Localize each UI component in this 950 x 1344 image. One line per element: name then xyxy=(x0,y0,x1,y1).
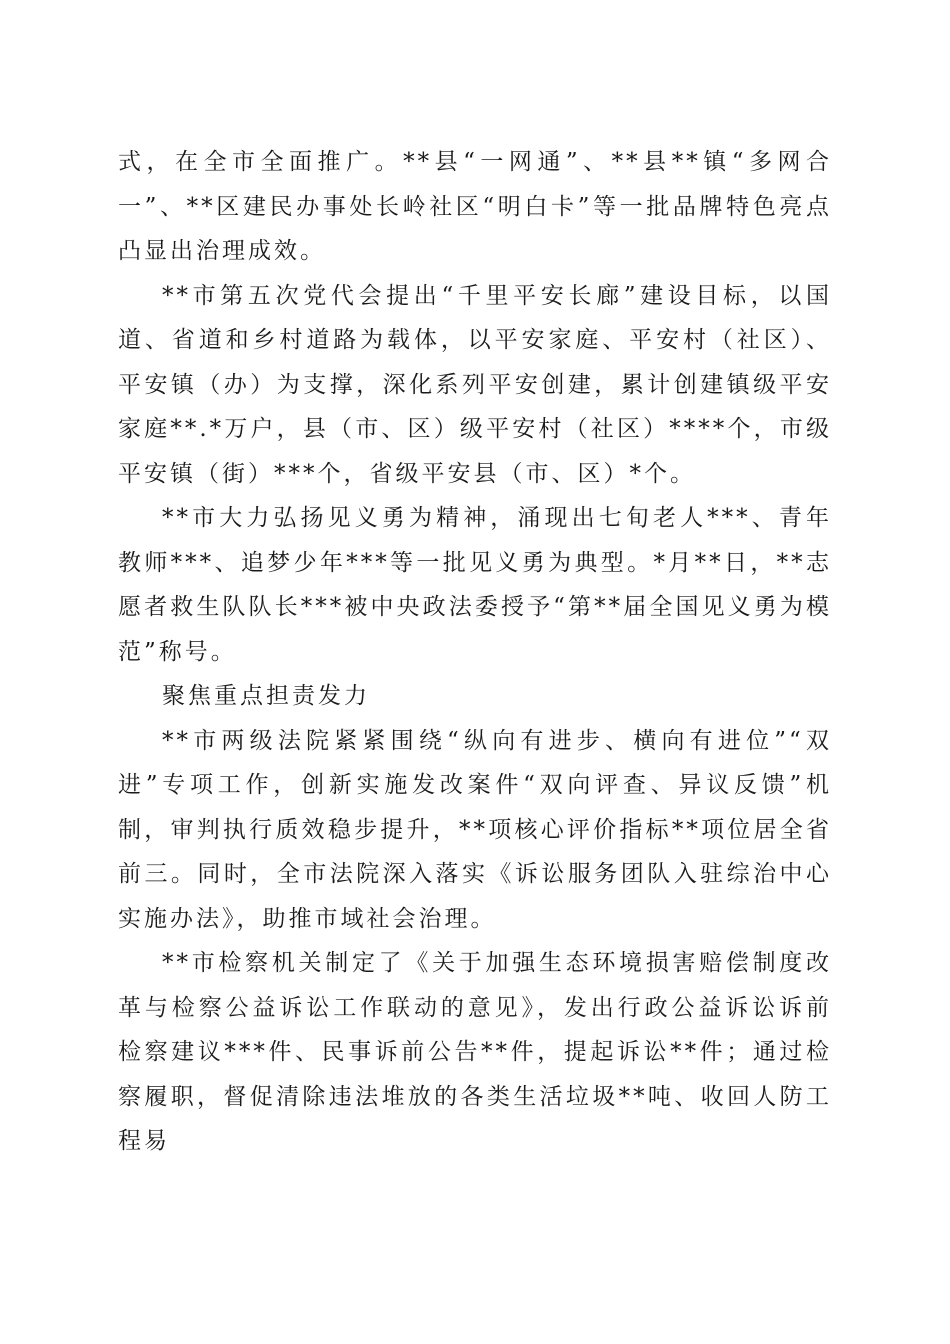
document-body xyxy=(118,140,832,1164)
section-heading: 聚焦重点担责发力 xyxy=(162,683,370,709)
paragraph-heroism: **市大力弘扬见义勇为精神，涌现出七旬老人***、青年教师***、追梦少年***等一批见义勇为典型。*月**日，**志愿者救生队队长***被中央政法委授予“第**届全国见义勇为模范”称号。 xyxy=(118,505,832,665)
paragraph-safety-corridor: **市第五次党代会提出“千里平安长廊”建设目标，以国道、省道和乡村道路为载体，以平安家庭、平安村（社区）、平安镇（办）为支撑，深化系列平安创建，累计创建镇级平安家庭**.*万户，县（市、区）级平安村（社区）****个，市级平安镇（街）***个，省级平安县（市、区）*个。 xyxy=(118,282,832,487)
paragraph-continued: 式，在全市全面推广。**县“一网通”、**县**镇“多网合一”、**区建民办事处长岭社区“明白卡”等一批品牌特色亮点凸显出治理成效。 xyxy=(118,149,832,264)
paragraph-procuratorate: **市检察机关制定了《关于加强生态环境损害赔偿制度改革与检察公益诉讼工作联动的意见》，发出行政公益诉讼诉前检察建议***件、民事诉前公告**件，提起诉讼**件；通过检察履职，督促清除违法堆放的各类生活垃圾**吨、收回人防工程易 xyxy=(118,950,832,1154)
paragraph-courts: **市两级法院紧紧围绕“纵向有进步、横向有进位”“双进”专项工作，创新实施发改案件“双向评查、异议反馈”机制，审判执行质效稳步提升，**项核心评价指标**项位居全省前三。同时，全市法院深入落实《诉讼服务团队入驻综治中心实施办法》，助推市域社会治理。 xyxy=(118,727,832,932)
